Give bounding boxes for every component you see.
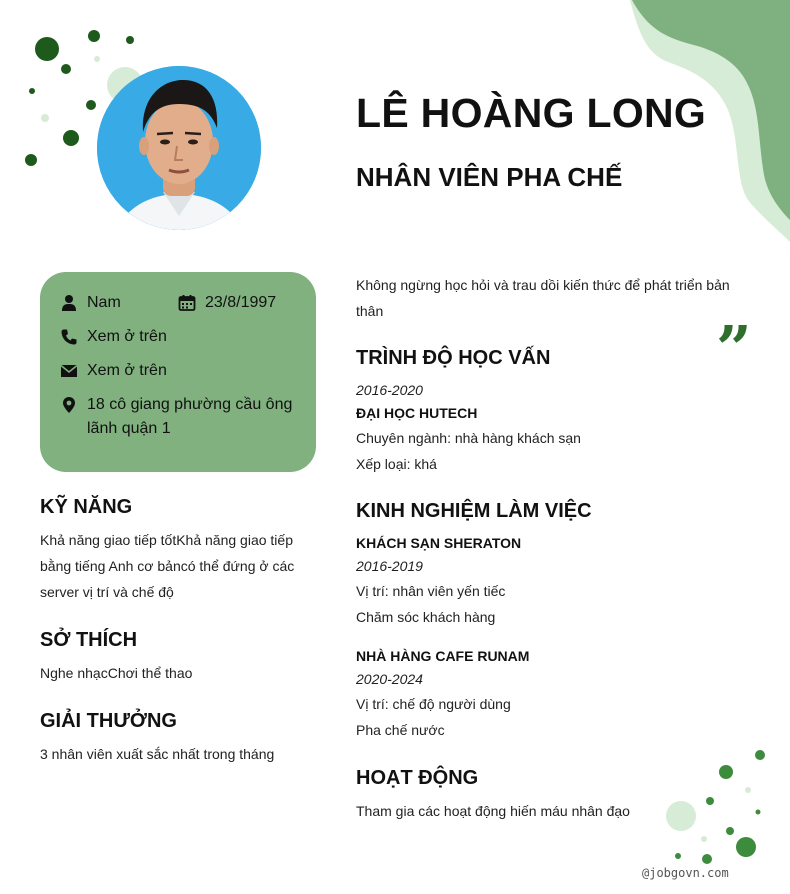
address-value: 18 cô giang phường cầu ông lãnh quận 1	[87, 396, 293, 437]
dot	[25, 154, 37, 166]
dot	[702, 854, 712, 864]
dot	[675, 853, 681, 859]
education-period: 2016-2020	[356, 382, 423, 398]
info-address	[60, 393, 300, 441]
experience-detail: Chăm sóc khách hàng	[356, 609, 496, 625]
quote-mark-icon: ”	[716, 312, 752, 385]
dot	[126, 36, 134, 44]
calendar-icon	[178, 294, 196, 312]
person-icon	[60, 294, 78, 312]
education-title: TRÌNH ĐỘ HỌC VẤN	[356, 347, 551, 369]
dot	[719, 765, 733, 779]
dot	[745, 787, 751, 793]
dot	[35, 37, 59, 61]
dot	[88, 30, 100, 42]
dot	[706, 797, 714, 805]
info-birthday	[178, 291, 276, 315]
education-major: Chuyên ngành: nhà hàng khách sạn	[356, 430, 581, 446]
experience-title: KINH NGHIỆM LÀM VIỆC	[356, 500, 592, 522]
experience-period: 2020-2024	[356, 671, 423, 687]
personal-info-card	[40, 272, 316, 472]
dot	[755, 750, 765, 760]
objective-text: Không ngừng học hỏi và trau dồi kiến thức để phát triển bản thân	[356, 277, 730, 319]
dot	[61, 64, 71, 74]
avatar	[97, 66, 261, 230]
dot	[701, 836, 707, 842]
experience-company: KHÁCH SẠN SHERATON	[356, 535, 522, 551]
skills-text: Khả năng giao tiếp tốtKhả năng giao tiếp bằng tiếng Anh cơ bảncó thể đứng ở các server vị trí và chế độ	[40, 532, 295, 600]
experience-position: Vị trí: chế độ người dùng	[356, 696, 511, 712]
dot	[666, 801, 696, 831]
awards-text: 3 nhân viên xuất sắc nhất trong tháng	[40, 746, 275, 762]
dot	[726, 827, 734, 835]
skills-title: KỸ NĂNG	[40, 496, 133, 518]
dot	[29, 88, 35, 94]
experience-company: NHÀ HÀNG CAFE RUNAM	[356, 648, 530, 664]
experience-detail: Pha chế nước	[356, 722, 445, 738]
phone-value: Xem ở trên	[87, 328, 167, 345]
watermark: @jobgovn.com	[642, 866, 729, 880]
birthday-value: 23/8/1997	[205, 294, 277, 311]
experience-position: Vị trí: nhân viên yến tiếc	[356, 583, 506, 599]
candidate-name: LÊ HOÀNG LONG	[356, 90, 707, 136]
dot	[86, 100, 96, 110]
info-email	[60, 359, 167, 383]
phone-icon	[60, 328, 78, 346]
dot	[756, 810, 761, 815]
awards-title: GIẢI THƯỞNG	[40, 710, 177, 732]
job-title: NHÂN VIÊN PHA CHẾ	[356, 162, 623, 192]
activities-title: HOẠT ĐỘNG	[356, 767, 479, 789]
hobbies-text: Nghe nhạcChơi thể thao	[40, 665, 193, 681]
dot	[94, 56, 100, 62]
hobbies-title: SỞ THÍCH	[40, 629, 138, 651]
dot	[63, 130, 79, 146]
info-phone	[60, 325, 167, 349]
experience-period: 2016-2019	[356, 558, 423, 574]
mail-icon	[60, 362, 78, 380]
email-value: Xem ở trên	[87, 362, 167, 379]
education-school: ĐẠI HỌC HUTECH	[356, 405, 478, 421]
dot	[41, 114, 49, 122]
dot	[736, 837, 756, 857]
gender-value: Nam	[87, 294, 121, 311]
activities-text: Tham gia các hoạt động hiến máu nhân đạo	[356, 803, 630, 819]
location-pin-icon	[60, 396, 78, 414]
education-grade: Xếp loại: khá	[356, 456, 437, 472]
info-gender	[60, 291, 121, 315]
